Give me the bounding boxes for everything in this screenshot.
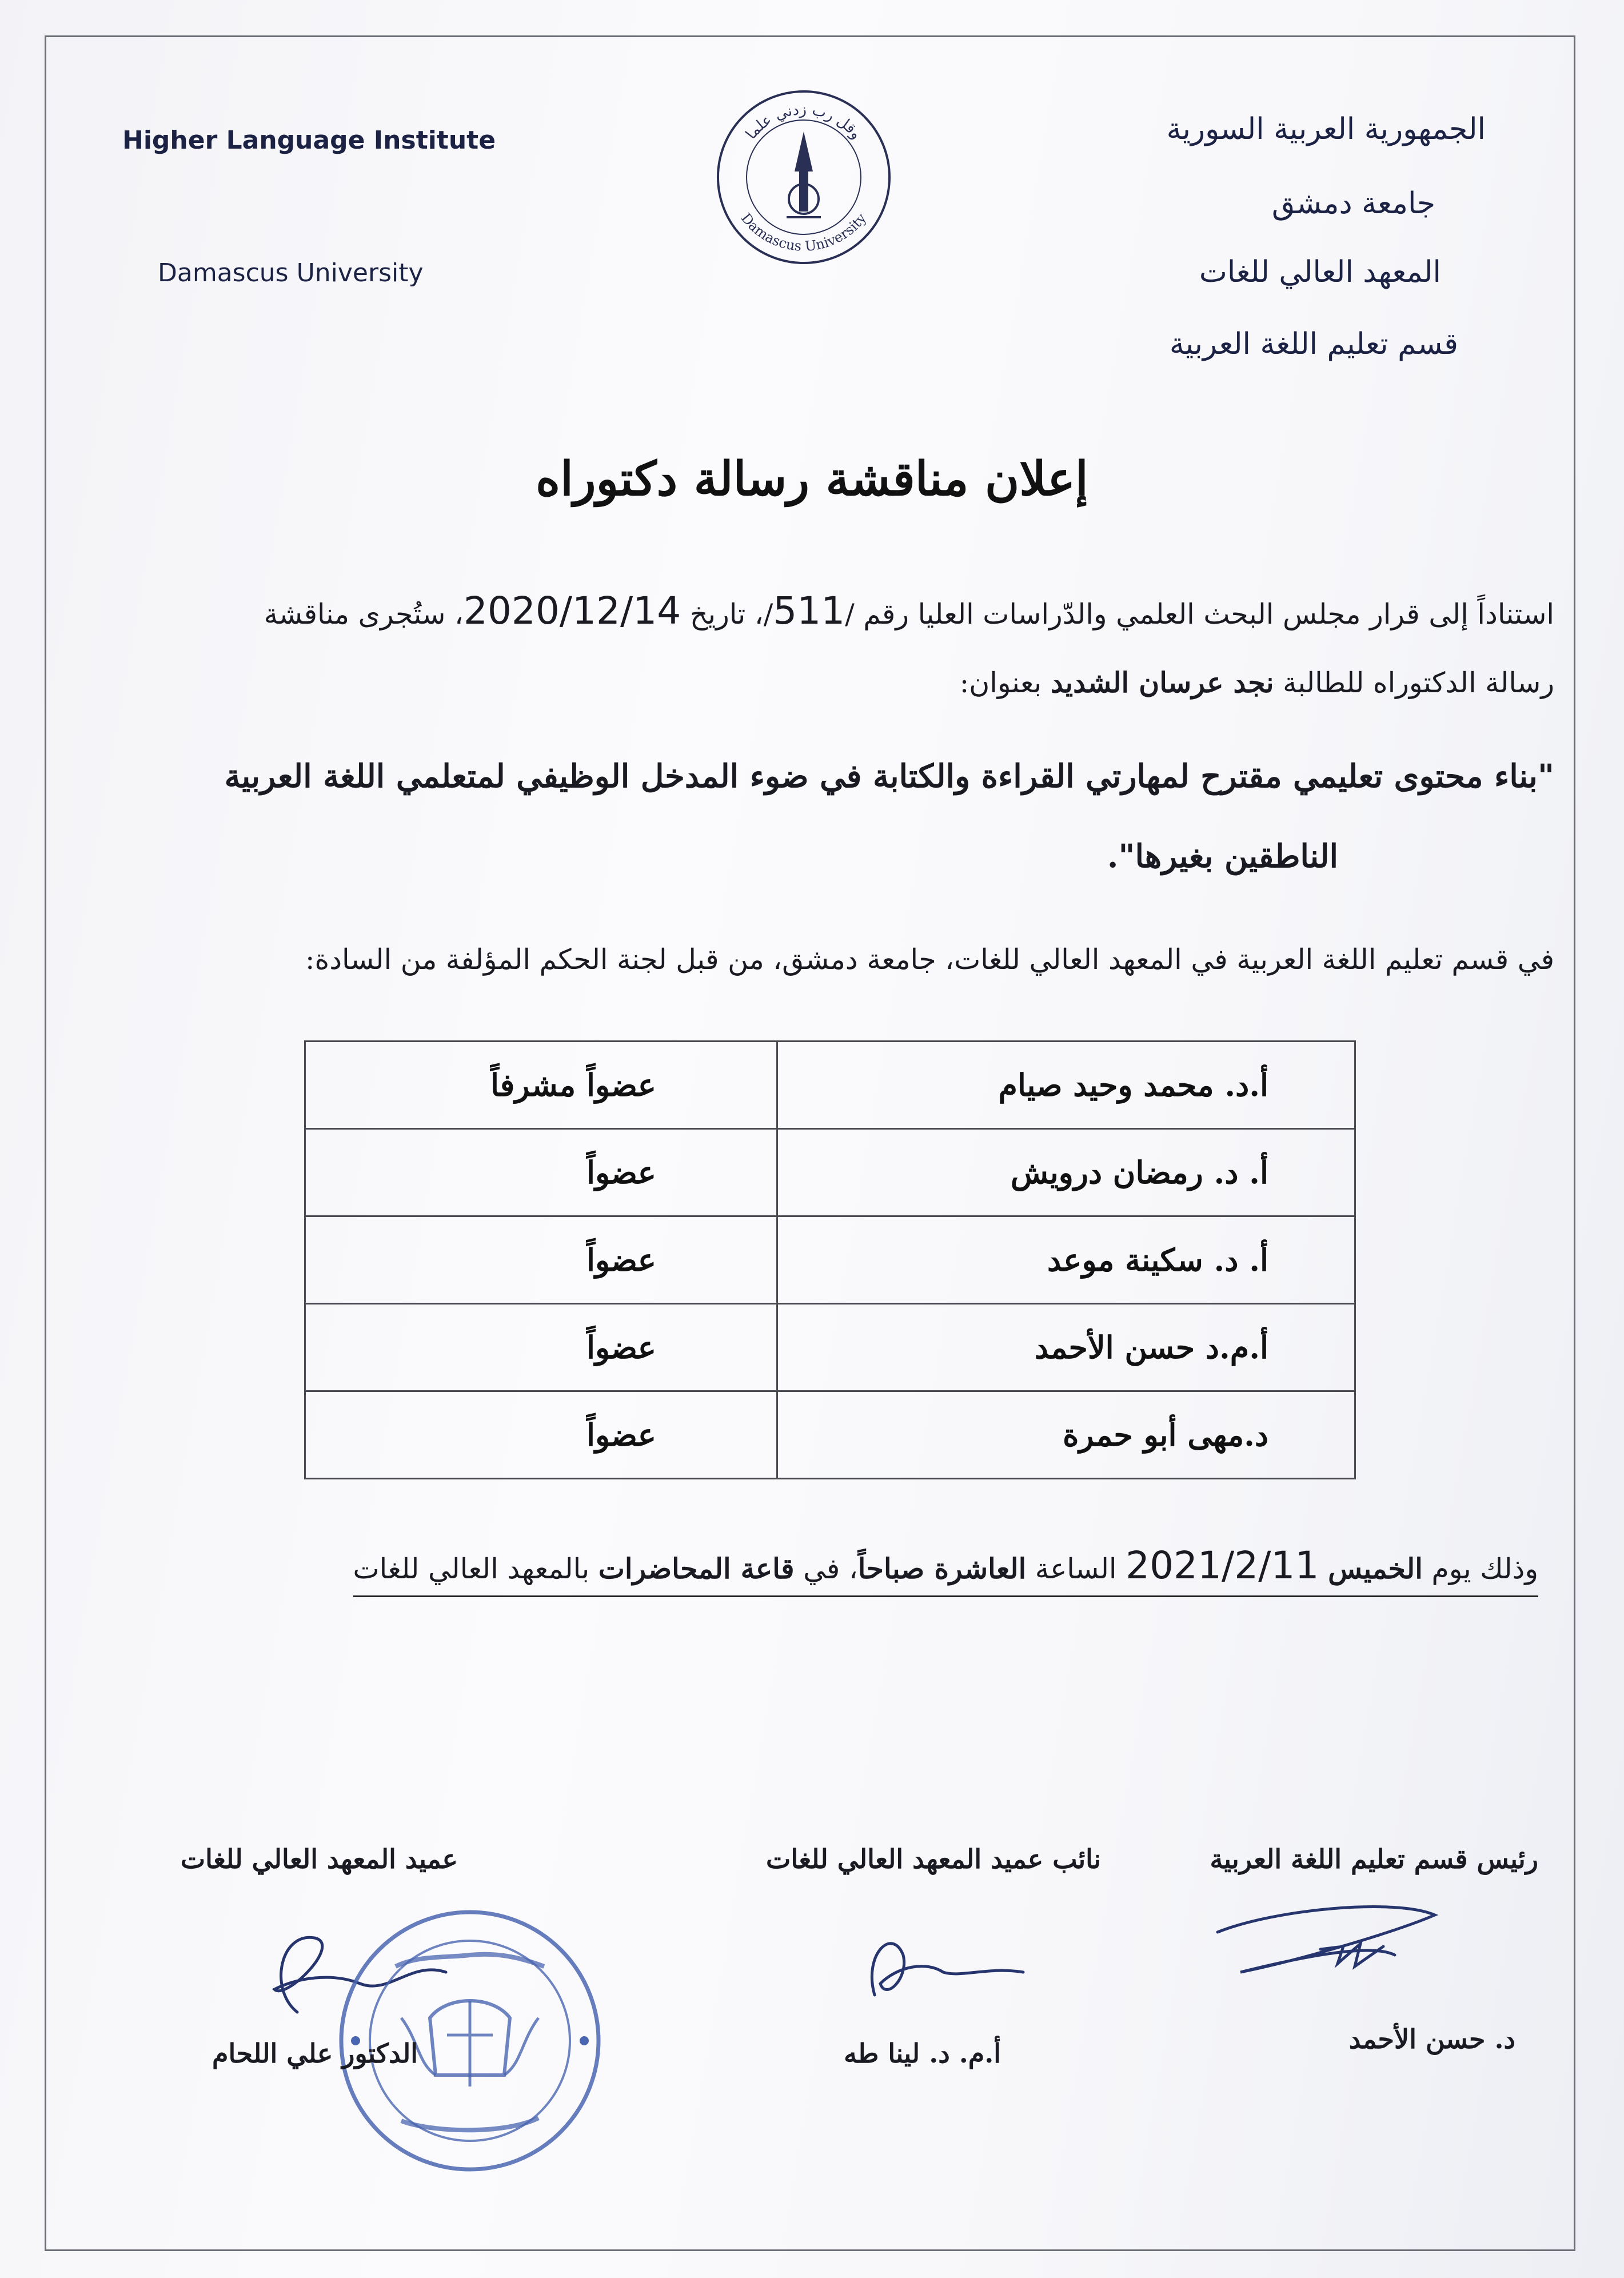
committee-member-role: عضواً xyxy=(305,1391,777,1479)
committee-row xyxy=(305,1391,1355,1479)
decision-number: 511 xyxy=(773,589,845,633)
committee-member-role: عضواً xyxy=(305,1304,777,1391)
schedule-date: 2021/2/11 xyxy=(1126,1543,1319,1587)
signature-name-vice-dean: أ.م. د. لينا طه xyxy=(844,2038,1001,2069)
committee-member-name: أ. د. سكينة موعد xyxy=(777,1216,1355,1304)
thesis-title-line-1: "بناء محتوى تعليمي مقترح لمهارتي القراءة والكتابة في ضوء المدخل الوظيفي لمتعلمي اللغة العربية xyxy=(224,757,1554,795)
decision-date: 2020/12/14 xyxy=(463,589,681,633)
thesis-title-line-2: الناطقين بغيرها". xyxy=(1107,837,1338,875)
decision-line: استناداً إلى قرار مجلس البحث العلمي والدّراسات العليا رقم /511/، تاريخ 2020/12/14، ستُجرى مناقشة xyxy=(264,589,1554,633)
committee-member-name: أ.د. محمد وحيد صيام xyxy=(777,1042,1355,1129)
schedule-hall: قاعة المحاضرات xyxy=(598,1552,795,1585)
student-line: رسالة الدكتوراه للطالبة نجد عرسان الشديد بعنوان: xyxy=(959,666,1554,699)
header-department: قسم تعليم اللغة العربية xyxy=(1169,327,1458,361)
committee-member-role: عضواً xyxy=(305,1216,777,1304)
schedule-time: العاشرة صباحاً xyxy=(857,1552,1027,1585)
header-institute: المعهد العالي للغات xyxy=(1199,255,1441,289)
signature-vice-dean-icon xyxy=(840,1921,1035,2012)
signature-title-vice-dean: نائب عميد المعهد العالي للغات xyxy=(766,1844,1101,1874)
committee-row xyxy=(305,1304,1355,1391)
announcement-title: إعلان مناقشة رسالة دكتوراه xyxy=(536,452,1088,506)
committee-member-name: أ. د. رمضان درويش xyxy=(777,1129,1355,1216)
committee-row xyxy=(305,1129,1355,1216)
committee-member-name: أ.م.د حسن الأحمد xyxy=(777,1304,1355,1391)
schedule-day: الخميس xyxy=(1328,1552,1423,1585)
signature-department-head-icon xyxy=(1206,1892,1446,2006)
header-country: الجمهورية العربية السورية xyxy=(1166,112,1486,146)
signature-name-dean: الدكتور علي اللحام xyxy=(212,2038,418,2069)
committee-row xyxy=(305,1216,1355,1304)
logo-top-text: وقل رب زدني علما xyxy=(742,101,865,143)
signature-title-department-head: رئيس قسم تعليم اللغة العربية xyxy=(1210,1844,1538,1874)
university-name-en: Damascus University xyxy=(158,258,424,288)
signature-name-department-head: د. حسن الأحمد xyxy=(1348,2024,1515,2054)
institute-name-en: Higher Language Institute xyxy=(122,126,496,155)
signature-title-dean: عميد المعهد العالي للغات xyxy=(180,1844,458,1874)
student-name: نجد عرسان الشديد xyxy=(1050,666,1274,699)
committee-table xyxy=(304,1040,1356,1479)
committee-member-role: عضواً xyxy=(305,1129,777,1216)
damascus-university-emblem-icon xyxy=(707,63,901,292)
committee-intro: في قسم تعليم اللغة العربية في المعهد العالي للغات، جامعة دمشق، من قبل لجنة الحكم المؤلفة من السادة: xyxy=(305,943,1554,976)
schedule-line: وذلك يوم الخميس 2021/2/11 الساعة العاشرة صباحاً، في قاعة المحاضرات بالمعهد العالي للغات xyxy=(353,1543,1538,1597)
logo-bottom-text: Damascus University xyxy=(737,210,870,254)
committee-member-name: د.مهى أبو حمرة xyxy=(777,1391,1355,1479)
committee-member-role: عضواً مشرفاً xyxy=(305,1042,777,1129)
header-university: جامعة دمشق xyxy=(1271,186,1435,221)
committee-row xyxy=(305,1042,1355,1129)
